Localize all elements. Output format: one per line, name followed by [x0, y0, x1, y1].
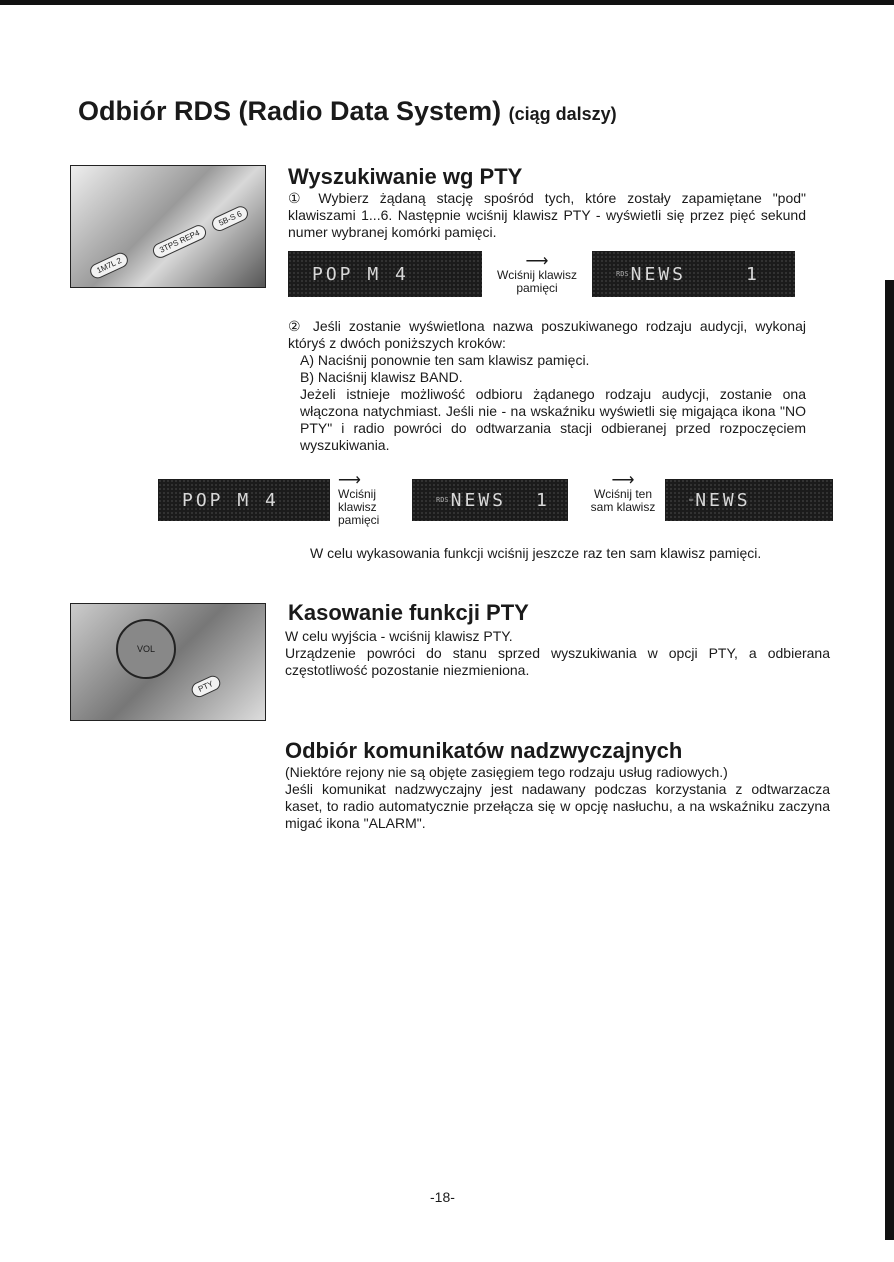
cancel-pty-text: W celu wyjścia - wciśnij klawisz PTY. Urządzenie powróci do stanu sprzed wyszukiwania w opcji PTY, a odbierana częstotliwość pozostanie niezmieniona. — [285, 628, 830, 678]
section-heading-cancel-pty: Kasowanie funkcji PTY — [288, 600, 529, 625]
arrow-press-same: ⟶ Wciśnij ten sam klawisz — [590, 472, 656, 514]
lcd-display-news-2: RDS NEWS 1 — [412, 479, 568, 521]
arrow-press-memory-2: ⟶ Wciśnij klawisz pamięci — [338, 472, 380, 527]
cancel-note: W celu wykasowania funkcji wciśnij jeszcze raz ten sam klawisz pamięci. — [310, 545, 762, 561]
page-number: -18- — [430, 1189, 455, 1205]
step-1-text: ① Wybierz żądaną stację spośród tych, które zostały zapamiętane "pod" klawiszami 1...6. Następnie wciśnij klawisz PTY - wyświetli się przez pięć sekund numer wybranej komórki pamięci. — [288, 190, 806, 240]
radio-buttons-photo: 1M7L 2 3TPS REP4 5B-S 6 — [70, 165, 266, 288]
section-heading-pty-search: Wyszukiwanie wg PTY — [288, 164, 523, 189]
lcd-display-news-blinking: ═ NEWS — [665, 479, 833, 521]
radio-knob-photo: VOL PTY — [70, 603, 266, 721]
scan-edge-right — [885, 280, 894, 1240]
lcd-display-pop: POP M 4 — [288, 251, 482, 297]
scan-edge — [0, 0, 894, 5]
section-heading-emergency: Odbiór komunikatów nadzwyczajnych — [285, 738, 683, 763]
lcd-display-news: RDS NEWS 1 — [592, 251, 795, 297]
page-title: Odbiór RDS (Radio Data System) (ciąg dalszy) — [78, 96, 617, 126]
arrow-press-memory: ⟶ Wciśnij klawisz pamięci — [496, 253, 577, 295]
lcd-display-pop-2: POP M 4 — [158, 479, 330, 521]
emergency-text: (Niektóre rejony nie są objęte zasięgiem tego rodzaju usług radiowych.) Jeśli komunikat nadzwyczajny jest nadawany podczas korzystania z odtwarzacza kaset, to radio automatycznie przełącza się w opcję nasłuchu, a na wskaźniku zaczyna migać ikona "ALARM". — [285, 764, 830, 831]
step-2-block: ② Jeśli zostanie wyświetlona nazwa poszukiwanego rodzaju audycji, wykonaj któryś z dwóch poniższych kroków: A) Naciśnij ponownie ten sam klawisz pamięci. B) Naciśnij klawisz BAND. Jeżeli istnieje możliwość odbioru żądanego rodzaju audycji, zostanie ona włączona natychmiast. Jeśli nie - na wskaźniku wyświetli się migająca ikona "NO PTY" i radio powróci do odtwarzania stacji odbieranej przed rozpoczęciem wyszukiwania. — [288, 318, 806, 453]
